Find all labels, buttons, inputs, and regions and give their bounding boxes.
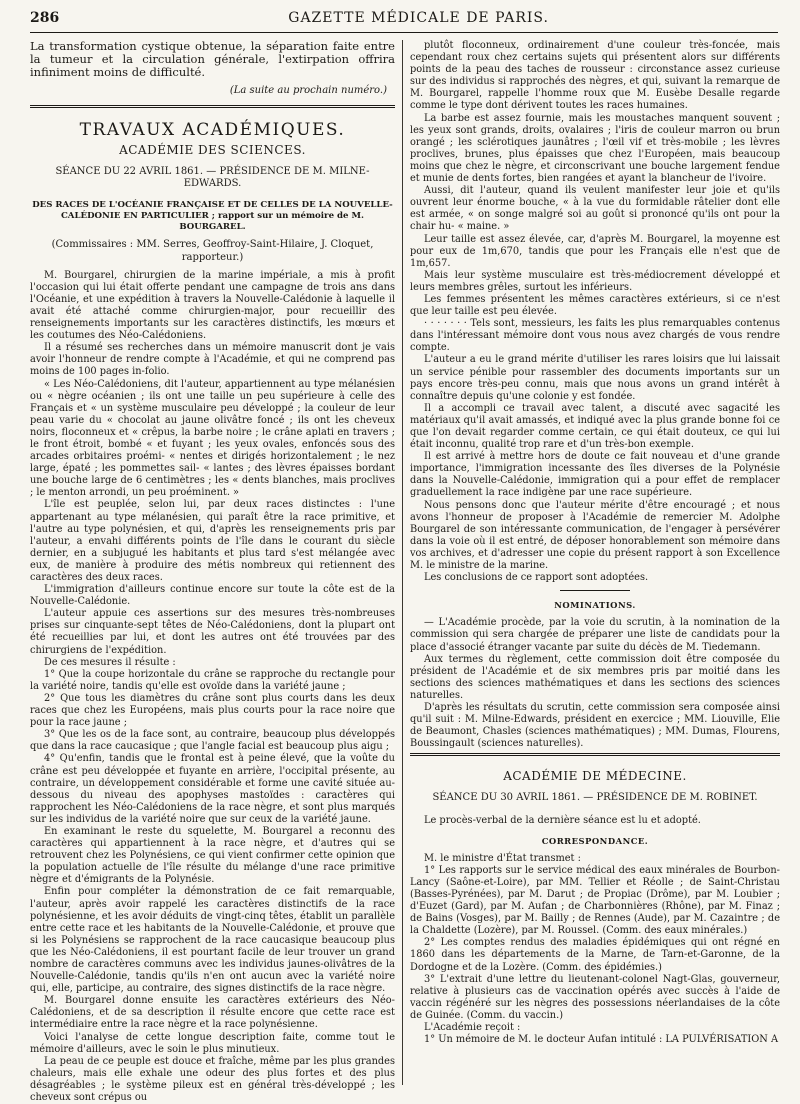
paragraph: M. Bourgarel donne ensuite les caractères extérieurs des Néo-Calédoniens, et de sa description il résulte encore que cette race est intermédiaire entre la race nègre et la race polynésienne. [30, 995, 395, 1031]
paragraph: De ces mesures il résulte : [44, 656, 176, 668]
paragraph: Les femmes présentent les mêmes caractères extérieurs, si ce n'est que leur taille est peu élevée. [410, 293, 780, 318]
paragraph: D'après les résultats du scrutin, cette commission sera composée ainsi qu'il suit : M. Milne-Edwards, président en exercice ; MM. Liouville, Elie de Beaumont, Chasles (sciences mathématiques) ; MM. Dumas, Flourens, Boussingault (sciences naturelles). [410, 701, 780, 750]
page-header [30, 10, 778, 33]
paragraph: Les conclusions de ce rapport sont adoptées. [424, 572, 649, 584]
paragraph: 1° Les rapports sur le service médical des eaux minérales de Bourbon-Lancy (Saône-et-Loire), par MM. Tellier et Réolle ; de Saint-Christau (Basses-Pyrénées), par M. Darut ; de Propiac (Drôme), par M. Loubier ; d'Euzet (Gard), par M. Aufan ; de Charbonnières (Rhône), par M. Finaz ; de Bains (Vosges), par M. Bailly ; de Rennes (Aude), par M. Cazaintre ; de la Chaldette (Lozère), par M. Roussel. (Comm. des eaux minérales.) [410, 864, 780, 937]
nominations-heading: NOMINATIONS. [554, 600, 636, 611]
paragraph: Aux termes du règlement, cette commission doit être composée du président de l'Académie et de six membres pris par moitié dans les sections des sciences mathématiques et dans les sections des sciences naturelles. [410, 653, 780, 701]
article-title: DES RACES DE L'OCÉANIE FRANÇAISE ET DE CELLES DE LA NOUVELLE-CALÉDONIE EN PARTICULIER ; rapport sur un mémoire de M. BOURGAREL. [32, 200, 393, 233]
medecine-seance-line: SÉANCE DU 30 AVRIL 1861. — PRÉSIDENCE DE M. ROBINET. [432, 792, 758, 804]
paragraph: · · · · · · · Tels sont, messieurs, les faits les plus remarquables contenus dans l'intéressant mémoire dont vous nous avez chargés de vous rendre compte. [410, 318, 780, 354]
right-column [410, 40, 780, 1085]
paragraph: 3° L'extrait d'une lettre du lieutenant-colonel Nagt-Glas, gouverneur, relative à plusieurs cas de vaccination opérés avec succès à l'aide de vaccin régénéré sur les nègres des possessions néerlandaises de la côte de Guinée. (Comm. du vaccin.) [410, 973, 780, 1021]
correspondance-heading: CORRESPONDANCE. [541, 835, 649, 846]
paragraph: Aussi, dit l'auteur, quand ils veulent manifester leur joie et qu'ils ouvrent leur énorme bouche, « à la vue du formidable râtelier dont elle est armée, « on songe malgré soi au goût si prononcé qu'ils ont pour la chair hu- « maine. » [410, 185, 780, 233]
paragraph: 3° Que les os de la face sont, au contraire, beaucoup plus développés que dans la race caucasique ; que l'angle facial est beaucoup plus aigu ; [30, 729, 395, 753]
section-title: TRAVAUX ACADÉMIQUES. [79, 120, 346, 141]
paragraph: Il a résumé ses recherches dans un mémoire manuscrit dont je vais avoir l'honneur de rendre compte à l'Académie, et qui ne comprend pas moins de 100 pages in-folio. [30, 342, 395, 378]
nominations-body [410, 617, 780, 750]
academy-title: ACADÉMIE DES SCIENCES. [119, 143, 306, 158]
paragraph: Enfin pour compléter la démonstration de ce fait remarquable, l'auteur, après avoir rappelé les caractères distinctifs de la race polynésienne, et les avoir déduits de vingt-cinq têtes, établit un parallèle entre cette race et les habitants de la Nouvelle-Calédonie, et prouve que si les Polynésiens se rapprochent de la race caucasique beaucoup plus que les Néo-Calédoniens, il est pourtant facile de leur trouver un grand nombre de caractères communs avec les individus jaunes-olivâtres de la Nouvelle-Calédonie, tandis qu'ils n'en ont aucun avec la variété noire qui, elle, participe, au contraire, des signes distinctifs de la race nègre. [30, 886, 395, 995]
column-divider [402, 40, 403, 1085]
page-number: 286 [30, 10, 60, 26]
paragraph: L'île est peuplée, selon lui, par deux races distinctes : l'une appartenant au type mélanésien, qui paraît être la race primitive, et l'autre au type polynésien, et qui, d'après les renseignements pris par l'auteur, a envahi différents points de l'île dans le courant du siècle dernier, en a subjugué les habitants et plus tard s'est mélangée avec eux, de manière à produire des métis nombreux qui retiennent des caractères des deux races. [30, 499, 395, 583]
paragraph: M. Bourgarel, chirurgien de la marine impériale, a mis à profit l'occasion qui lui était offerte pendant une campagne de trois ans dans l'Océanie, et une expédition à travers la Nouvelle-Calédonie à laquelle il avait été attaché comme chirurgien-major, pour recueillir des renseignements importants sur les caractères distinctifs, les mœurs et les coutumes des Néo-Calédoniens. [30, 269, 395, 342]
paragraph: La peau de ce peuple est douce et fraîche, même par les plus grandes chaleurs, mais elle exhale une odeur des plus fortes et des plus désagréables ; le système pileux est en général très-développé ; les cheveux sont crépus ou [30, 1055, 395, 1104]
paragraph: En examinant le reste du squelette, M. Bourgarel a reconnu des caractères qui appartiennent à la race nègre, et d'autres qui se retrouvent chez les Polynésiens, ce qui vient confirmer cette opinion que la population actuelle de l'île résulte du mélange d'une race primitive nègre et d'émigrants de la Polynésie. [30, 825, 395, 886]
paragraph: L'immigration d'ailleurs continue encore sur toute la côte est de la Nouvelle-Calédonie. [30, 584, 395, 608]
paragraph: La barbe est assez fournie, mais les moustaches manquent souvent ; les yeux sont grands, droits, ovalaires ; l'iris de couleur marron ou brun orangé ; les sclérotiques jaunâtres ; l'œil vif et très-mobile ; les lèvres proclives, brunes, plus épaisses que chez l'Européen, mais beaucoup moins que chez le nègre, et circonscrivant une bouche largement fendue et munie de dents fortes, bien rangées et ayant la blancheur de l'ivoire. [410, 112, 780, 185]
paragraph: Voici l'analyse de cette longue description faite, comme tout le mémoire d'ailleurs, avec le soin le plus minutieux. [30, 1031, 395, 1055]
paragraph: 1° Un mémoire de M. le docteur Aufan intitulé : LA PULVÉRISATION A [424, 1034, 779, 1046]
paragraph: Il a accompli ce travail avec talent, a discuté avec sagacité les matériaux qu'il avait amassés, et indiqué avec la plus grande bonne foi ce que l'on devait regarder comme certain, ce qui était douteux, ce qui lui était inconnu, qualité trop rare et d'un très-bon exemple. [410, 402, 780, 451]
short-rule [560, 590, 630, 591]
paragraph: 2° Que tous les diamètres du crâne sont plus courts dans les deux races que chez les Européens, mais plus courts pour la race noire que pour la race jaune ; [30, 692, 395, 729]
right-article-body [410, 40, 780, 584]
paragraph: 1° Que la coupe horizontale du crâne se rapproche du rectangle pour la variété noire, tandis qu'elle est ovoïde dans la variété jaune ; [30, 668, 395, 692]
paragraph: Mais leur système musculaire est très-médiocrement développé et leurs membres grêles, surtout les inférieurs. [410, 269, 780, 293]
continuation-note: (La suite au prochain numéro.) [229, 85, 387, 96]
paragraph: L'auteur a eu le grand mérite d'utiliser les rares loisirs que lui laissait un service pénible pour rassembler des documents importants sur un pays encore très-peu connu, mais que nous avons un grand intérêt à connaître depuis qu'une colonie y est fondée. [410, 354, 780, 402]
seance-line: SÉANCE DU 22 AVRIL 1861. — PRÉSIDENCE DE M. MILNE-EDWARDS. [55, 166, 370, 190]
paragraph: Il est arrivé à mettre hors de doute ce fait nouveau et d'une grande importance, l'immigration incessante des îles diverses de la Polynésie dans la Nouvelle-Calédonie, immigration qui a pour effet de remplacer graduellement la race indigène par une race supérieure. [410, 451, 780, 499]
section-rule-medecine [410, 753, 780, 756]
paragraph: 2° Les comptes rendus des maladies épidémiques qui ont régné en 1860 dans les départements de la Marne, de Tarn-et-Garonne, de la Dordogne et de la Lozère. (Comm. des épidémies.) [410, 937, 780, 973]
paragraph: L'auteur appuie ces assertions sur des mesures très-nombreuses prises sur cinquante-sept têtes de Néo-Calédoniens, dont la plupart ont été recueillies par lui, et dont les autres ont été trouvées par des chirurgiens de l'expédition. [30, 608, 395, 656]
paragraph: L'Académie reçoit : [424, 1022, 521, 1034]
paragraph: M. le ministre d'État transmet : [424, 852, 581, 864]
paragraph: — L'Académie procède, par la voie du scrutin, à la nomination de la commission qui sera chargée de préparer une liste de candidats pour la place d'associé étranger vacante par suite du décès de M. Tiedemann. [410, 617, 780, 653]
paragraph: 4° Qu'enfin, tandis que le frontal est à peine élevé, que la voûte du crâne est peu développée et fuyante en arrière, l'occipital présente, au contraire, un développement considérable et forme une cavité située au-dessous du niveau des apophyses mastoïdes : caractères qui rapprochent les Néo-Calédoniens de la race nègre, et sont plus marqués sur les individus de la variété noire que sur ceux de la variété jaune. [30, 753, 395, 825]
left-column [30, 39, 395, 1104]
paragraph: plutôt floconneux, ordinairement d'une couleur très-foncée, mais cependant roux chez certains sujets qui présentent alors sur différents points de la peau des taches de rousseur : circonstance assez curieuse sur des individus si rapprochés des nègres, et qui, suivant la remarque de M. Bourgarel, rappelle l'homme roux que M. Eusèbe Desalle regarde comme le type dont dérivent toutes les races humaines. [410, 40, 780, 112]
proces-verbal: Le procès-verbal de la dernière séance est lu et adopté. [424, 814, 701, 826]
correspondance-body [410, 853, 780, 1047]
medecine-title: ACADÉMIE DE MÉDECINE. [503, 769, 687, 784]
journal-title: GAZETTE MÉDICALE DE PARIS. [288, 10, 549, 26]
left-article-body [30, 270, 395, 1104]
paragraph: Leur taille est assez élevée, car, d'après M. Bourgarel, la moyenne est pour eux de 1m,670, tandis que pour les Français elle n'est que de 1m,657. [410, 233, 780, 269]
intro-paragraph: La transformation cystique obtenue, la séparation faite entre la tumeur et la circulation générale, l'extirpation offrira infiniment moins de difficulté. [30, 39, 395, 79]
paragraph: « Les Néo-Calédoniens, dit l'auteur, appartiennent au type mélanésien ou « nègre océanien ; ils ont une taille un peu supérieure à celle des Français et « un système musculaire peu développé ; la couleur de leur peau varie du « chocolat au jaune olivâtre foncé ; ils ont les cheveux noirs, floconneux et « crêpus, la barbe noire ; le crâne aplati en travers ; le front étroit, bombé « et fuyant ; les yeux ovales, enfoncés sous des arcades orbitaires proémi- « nentes et dirigés horizontalement ; le nez large, épaté ; les pommettes sail- « lantes ; des lèvres épaisses bordant une bouche large de 6 centimètres ; les « dents blanches, mais proclives ; le menton arrondi, un peu proéminent. » [30, 378, 395, 499]
paragraph: Nous pensons donc que l'auteur mérite d'être encouragé ; et nous avons l'honneur de proposer à l'Académie de remercier M. Adolphe Bourgarel de son intéressante communication, de l'engager à persévérer dans la voie où il est entré, de déposer honorablement son mémoire dans vos archives, et d'adresser une copie du présent rapport à son Excellence M. le ministre de la marine. [410, 499, 780, 572]
section-rule [30, 105, 395, 108]
commissaires-line: (Commissaires : MM. Serres, Geoffroy-Saint-Hilaire, J. Cloquet, rapporteur.) [51, 239, 374, 263]
